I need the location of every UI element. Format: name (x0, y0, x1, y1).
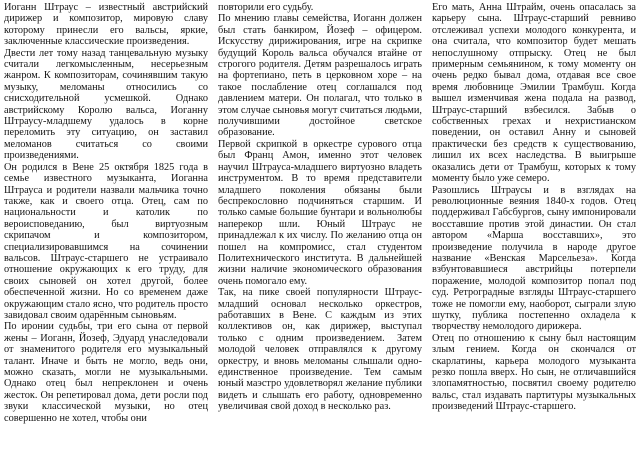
column-1 (4, 2, 208, 452)
paragraph: По мнению главы семейства, Иоганн должен был стать банкиром, Йозеф – офицером. Искусству дирижирования, игре на скрипке будущий Король вальса обучался втайне от строгого родителя. Детям разрешалось играть на фортепиано, петь в церковном хоре – на такое послабление отец соглашался под давлением матери. Он полагал, что только в этом случае сыновья могут считаться людьми, получившими достойное светское образование. (218, 13, 422, 139)
column-2 (218, 2, 422, 452)
paragraph: повторили его судьбу. (218, 2, 314, 13)
paragraph: Он родился в Вене 25 октября 1825 года в семье известного музыканта, Иоганна Штрауса и родители назвали мальчика точно также, как и своего отца. Отец, сам по национальности и католик по вероисповеданию, был виртуозным скрипачом и композитором, специализировавшимся на сочинении вальсов. Штраус-старшего не устраивало отношение окружающих к его труду, для своих сыновей он хотел другой, более обеспеченной жизни. Но со временем даже окружающим стало ясно, что родитель просто завидовал своим одарённым сыновьям. (4, 161, 208, 321)
paragraph: Его мать, Анна Штрайм, очень опасалась за карьеру сына. Штраус-старший ревниво отслеживал успехи молодого конкурента, и она считала, что композитор будет мешать непослушному отпрыску. Отец не был примерным семьянином, к тому моменту он очень редко бывал дома, отдавая все свое время любовнице Эмилии Трамбуш. Когда вышел изменчивая жена подала на развод, Штраус-старший взбесился. Забыв о собственных грехах и нехристианском поведении, он оставил Анну и сыновей практически без средств к существованию, лишил их всех наследства. В выигрыше оказались дети от Трамбуш, которых к тому моменту было уже семеро. (432, 2, 636, 185)
paragraph: Первой скрипкой в оркестре сурового отца был Франц Амон, именно этот человек научил Штрауса-младшего виртуозно владеть инструментом. В то время представители младшего поколения обязаны были беспрекословно подчиняться старшим. И только самые большие бунтари и вольнолюбы наперекор шли. Юный Штраус не принадлежал к их числу. По желанию отца он пошел на компромисс, стал студентом Политехнического института. В дальнейшей жизни наличие экономического образования очень помогало ему. (218, 138, 422, 287)
paragraph: Двести лет тому назад танцевальную музыку считали легкомысленным, несерьезным жанром. К композиторам, сочинявшим такую музыку, меломаны относились со снисходительной усмешкой. Однако австрийскому Королю вальса, Иоганну Штраусу-младшему удалось в корне переломить эту ситуацию, он заставил меломанов считаться со своими произведениями. (4, 47, 208, 162)
article-columns (4, 2, 636, 452)
column-3 (432, 2, 636, 452)
paragraph: Разошлись Штраусы и в взглядах на революционные веяния 1840-х годов. Отец поддерживал Габсбургов, сыну импонировали восставшие против этой династии. Он стал автором «Марша восставших», это произведение получила в народе другое название «Венская Марсельеза». Когда взбунтовавшиеся австрийцы потерпели поражение, молодой композитор попал под суд. Ретроградные взгляды Штраус-старшего тоже не помогли ему, наоборот, сыграли злую шутку, публика постепенно охладела к творчеству немолодого дирижера. (432, 184, 636, 333)
paragraph: Так, на пике своей популярности Штраус-младший основал несколько оркестров, работавших в Вене. С каждым из этих коллективов он, как дирижер, выступал только с одним произведением. Затем молодой человек отправлялся к другому оркестру, и вновь меломаны слышали одно-единственное произведение. Тем самым юный маэстро удовлетворял желание публики видеть и слышать его работу, одновременно увеличивая свой доход в несколько раз. (218, 287, 422, 413)
paragraph: Иоганн Штраус – известный австрийский дирижер и композитор, мировую славу которому принесли его вальсы, яркие, заключенные классические произведения. (4, 2, 208, 48)
paragraph: Отец по отношению к сыну был настоящим злым гением. Когда он скончался от скарлатины, карьера молодого музыканта резко пошла вверх. Но сын, не отличавшийся злопамятностью, посвятил своему родителю вальс, стал издавать партитуры музыкальных произведений Штраус-старшего. (432, 332, 636, 413)
paragraph: По иронии судьбы, три его сына от первой жены – Иоганн, Йозеф, Эдуард унаследовали от знаменитого родителя его музыкальный талант. Иначе и быть не могло, ведь они, можно сказать, могли не музыкальными. Однако отец был непреклонен и очень жесток. Он репетировал дома, дети росли под звуки классической музыки, но отец совершенно не хотел, чтобы они (4, 321, 208, 424)
